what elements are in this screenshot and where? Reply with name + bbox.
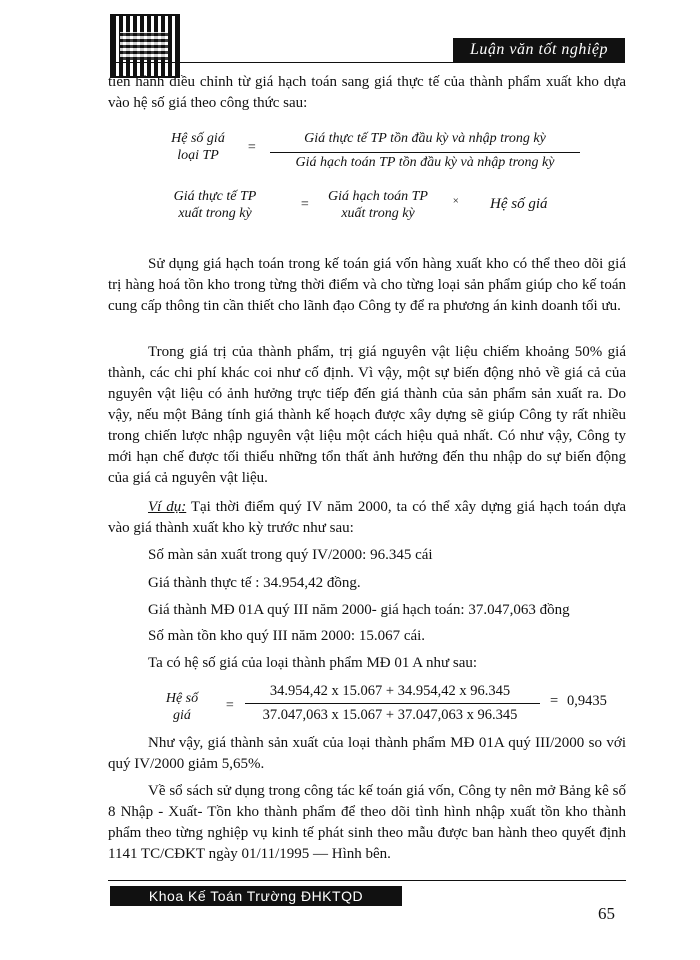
formula3-eq2: = bbox=[550, 693, 559, 709]
formula1-numerator: Giá thực tế TP tồn đầu kỳ và nhập trong kỳ bbox=[304, 131, 546, 146]
formula3-lhs: Hệ số giá bbox=[165, 691, 199, 723]
formula2-eq: = bbox=[300, 197, 310, 212]
formula3-numerator: 34.954,42 x 15.067 + 34.954,42 x 96.345 bbox=[269, 683, 511, 699]
formula1-lhs: Hệ số giá loại TP bbox=[171, 131, 225, 163]
line-inventory: Số màn tồn kho quý III năm 2000: 15.067 cái. bbox=[148, 628, 426, 644]
header-rule bbox=[110, 62, 625, 63]
line-coefficient-intro: Ta có hệ số giá của loại thành phẩm MĐ 01 A như sau: bbox=[148, 655, 478, 671]
line-planned-cost: Giá thành MĐ 01A quý III năm 2000- giá hạch toán: 37.047,063 đồng bbox=[148, 602, 570, 618]
formula2-middle: Giá hạch toán TP xuất trong kỳ bbox=[328, 189, 428, 221]
line-quantity: Số màn sản xuất trong quý IV/2000: 96.345 cái bbox=[148, 547, 433, 563]
formula1-fraction-bar bbox=[270, 152, 580, 153]
intro-paragraph: tiến hành điều chỉnh từ giá hạch toán sang giá thực tế của thành phẩm xuất kho dựa vào hệ số giá theo công thức sau: bbox=[108, 74, 626, 111]
formula3-denominator: 37.047,063 x 15.067 + 37.047,063 x 96.345 bbox=[262, 707, 518, 723]
paragraph-material: Trong giá trị của thành phẩm, trị giá nguyên vật liệu chiếm khoảng 50% giá thành, các chi phí khác coi như cố định. Vì vậy, một sự biến động nhỏ về giá cả của nguyên vật liệu có ảnh hưởng trực tiếp đến giá thành của sản phẩm sản xuất ra. Do vậy, nếu một Bảng tính giá thành kế hoạch được xây dựng sẽ giúp Công ty rất nhiều trong chiến lược nhập nguyên vật liệu một cách hiệu quả nhất. Có như vậy, Công ty mới hạn chế được tối thiểu những tổn thất ảnh hưởng đến thu nhập do sự biến động của giá cả nguyên vật liệu. bbox=[108, 344, 626, 486]
header-logo bbox=[110, 14, 180, 78]
paragraph-usage: Sử dụng giá hạch toán trong kế toán giá vốn hàng xuất kho có thể theo dõi giá trị hàng hoá tồn kho trong từng thời điểm và cho từng loại sản phẩm giúp cho kế toán cung cấp thông tin cần thiết cho lãnh đạo Công ty để ra phương án kinh doanh tối ưu. bbox=[108, 256, 626, 314]
paragraph-example bbox=[108, 497, 626, 539]
page-number: 65 bbox=[598, 904, 615, 923]
paragraph-conclusion: Như vậy, giá thành sản xuất của loại thành phẩm MĐ 01A quý III/2000 so với quý IV/2000 giảm 5,65%. bbox=[108, 735, 626, 772]
line-actual-cost: Giá thành thực tế : 34.954,42 đồng. bbox=[148, 575, 361, 591]
formula1-denominator: Giá hạch toán TP tồn đầu kỳ và nhập trong kỳ bbox=[295, 155, 555, 170]
footer-rule bbox=[108, 880, 626, 881]
header-banner: Luận văn tốt nghiệp bbox=[453, 38, 625, 62]
formula1-eq: = bbox=[247, 140, 257, 155]
footer-faculty: Khoa Kế Toán Trường ĐHKTQD bbox=[110, 886, 402, 906]
example-text: Tại thời điểm quý IV năm 2000, ta có thể xây dựng giá hạch toán dựa vào giá thành xuất kho kỳ trước như sau: bbox=[108, 499, 627, 536]
formula3-eq: = bbox=[225, 698, 235, 713]
paragraph-ledger: Về sổ sách sử dụng trong công tác kế toán giá vốn, Công ty nên mở Bảng kê số 8 Nhập - Xuất- Tồn kho thành phẩm để theo dõi tình hình nhập xuất tồn kho thành phẩm theo từng nghiệp vụ kinh tế phát sinh theo mẫu được ban hành theo quyết định 1141 TC/CĐKT ngày 01/11/1995 — Hình bên. bbox=[108, 783, 626, 862]
formula3-result: 0,9435 bbox=[567, 693, 607, 709]
formula2-times: × bbox=[452, 195, 460, 207]
formula2-rhs: Hệ số giá bbox=[490, 196, 548, 212]
formula3-fraction-bar bbox=[245, 703, 540, 704]
formula2-lhs: Giá thực tế TP xuất trong kỳ bbox=[173, 189, 257, 221]
example-label: Ví dụ: bbox=[148, 499, 187, 515]
